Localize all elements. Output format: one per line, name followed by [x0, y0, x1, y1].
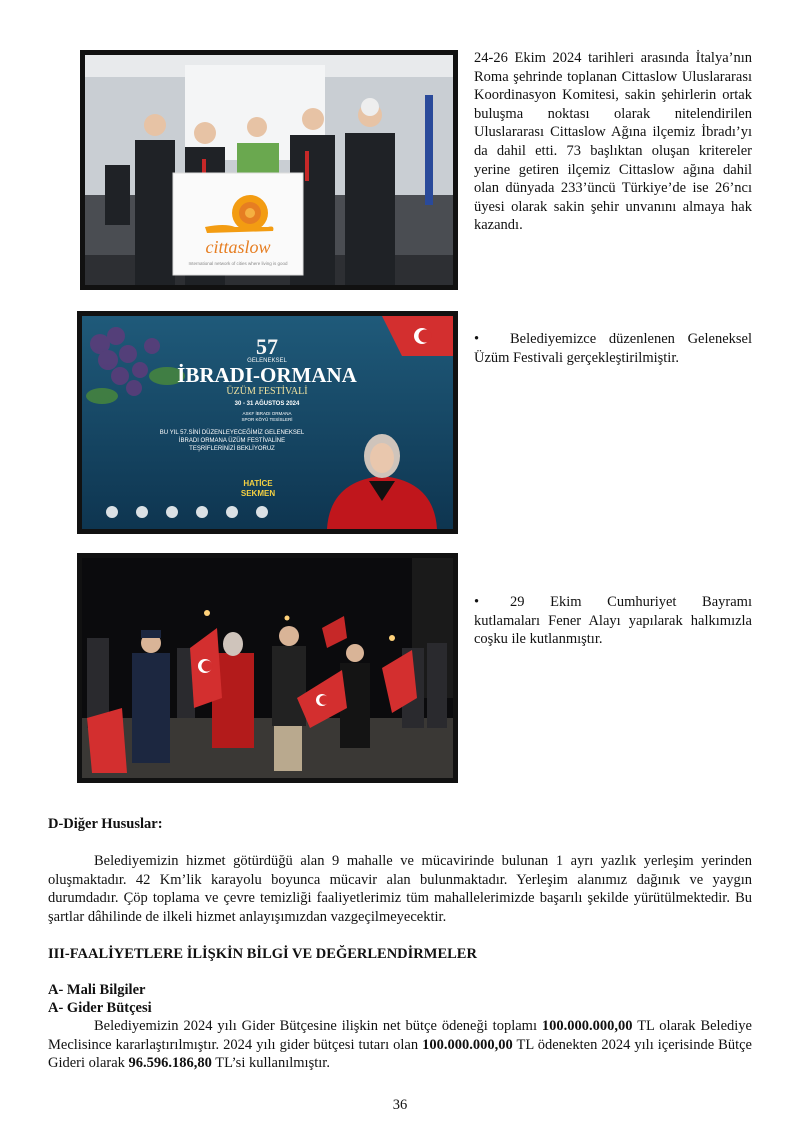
- section-d-title: D-Diğer Hususlar:: [48, 816, 163, 832]
- bullet-marker: •: [474, 594, 480, 610]
- cittaslow-ceremony-photo: [80, 50, 458, 290]
- budget-text-1: Belediyemizin 2024 yılı Gider Bütçesine ilişkin net bütçe ödeneği toplamı: [94, 1018, 542, 1034]
- poster-number: 57: [256, 334, 278, 359]
- budget-text-2: TL olarak Belediye Meclisince kararlaştırılmıştır. 2024 yılı gider bütçesi tutarı olan: [48, 1018, 752, 1053]
- poster-invite1: BU YIL 57.SİNİ DÜZENLEYECEĞİMİZ GELENEKSEL: [159, 430, 305, 436]
- cittaslow-flag-logo-text: cittaslow: [205, 237, 271, 257]
- poster-invite3: TEŞRİFLERİNİZİ BEKLİYORUZ: [189, 446, 275, 452]
- bullet-marker: •: [474, 331, 480, 347]
- republic-day-parade-photo: [77, 553, 458, 783]
- poster-date: 30 - 31 AĞUSTOS 2024: [234, 401, 300, 407]
- section-iii-title: III-FAALİYETLERE İLİŞKİN BİLGİ VE DEĞERLENDİRMELER: [48, 946, 477, 962]
- budget-amount-1: 100.000.000,00: [541, 1018, 633, 1034]
- grape-festival-poster: [77, 311, 458, 534]
- budget-paragraph: [48, 1017, 752, 1073]
- mali-bilgiler-heading: A- Mali Bilgiler: [48, 982, 146, 998]
- poster-title: İBRADI-ORMANA: [177, 363, 357, 387]
- republic-day-bullet-item: [474, 593, 752, 649]
- page-number: 36: [392, 1097, 408, 1113]
- poster-invite2: İBRADI ORMANA ÜZÜM FESTİVALİNE: [178, 438, 286, 444]
- cittaslow-flag-subtext: International network of cities where living is good: [188, 261, 288, 266]
- poster-venue2: SPOR KÖYÜ TESİSLERİ: [241, 417, 293, 422]
- budget-text-3: TL ödenekten 2024 yılı içerisinde Bütçe Gideri olarak: [48, 1036, 752, 1072]
- budget-amount-3: 96.596.186,80: [128, 1055, 212, 1072]
- poster-name2: SEKMEN: [240, 489, 276, 498]
- section-d-paragraph: Belediyemizin hizmet götürdüğü alan 9 mahalle ve mücavirinde bulunan 1 ayrı yazlık yerleşim yerinden oluşmaktadır. 42 Km’lik karayolu boyunca mücavir alan bulunmaktadır. Yerleşim alanımız dağınık ve yaygın durumdadır. Çöp toplama ve çevre temizliği faaliyetlerimiz tüm mahallelerimizde başarılı şekilde yürütülmektedir. Bu şartlar dâhilinde de ilkeli hizmet anlayışımızdan vazgeçilmeyecektir.: [48, 853, 752, 925]
- republic-day-description: 29 Ekim Cumhuriyet Bayramı kutlamaları Fener Alayı yapılarak halkımızla coşku ile kutlanmıştır.: [474, 594, 752, 648]
- festival-description: Belediyemizce düzenlenen Geleneksel Üzüm Festivali gerçekleştirilmiştir.: [474, 331, 752, 366]
- poster-venue1: ASKF İBRADI ORMANA: [242, 411, 292, 416]
- budget-text-4: TL’si kullanılmıştır.: [211, 1055, 330, 1072]
- gider-butcesi-heading: A- Gider Bütçesi: [48, 1000, 152, 1016]
- festival-bullet-item: [474, 330, 752, 367]
- budget-amount-2: 100.000.000,00: [422, 1036, 513, 1053]
- poster-name1: HATİCE: [243, 479, 273, 488]
- cittaslow-description: 24-26 Ekim 2024 tarihleri arasında İtalya’nın Roma şehrinde toplanan Cittaslow Uluslararası Koordinasyon Komitesi, sakin şehirlerin ortak buluşma noktası olarak nitelendirilen Uluslararası Cittaslow Ağına ilçemiz İbradı’yı da dahil etti. 73 başlıktan oluşan kritereler yerine getiren ilçemiz Cittaslow ağına dahil olan dünyada 233’üncü Türkiye’de ise 26’ncı üyesi olarak sakin şehir unvanını almaya hak kazandı.: [474, 50, 752, 234]
- poster-line1: GELENEKSEL: [247, 358, 287, 364]
- poster-subtitle: ÜZÜM FESTİVALİ: [226, 386, 308, 397]
